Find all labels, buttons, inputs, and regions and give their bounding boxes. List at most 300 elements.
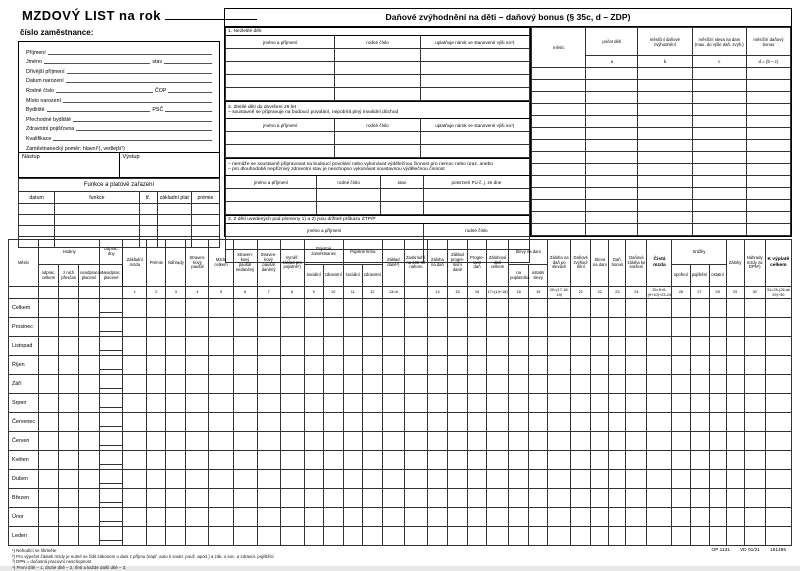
month-row (9, 318, 792, 337)
value-cell (726, 508, 744, 527)
empty-cell (532, 164, 586, 176)
value-cell (304, 375, 323, 394)
value-cell (672, 318, 690, 337)
value-cell (548, 508, 571, 527)
value-cell (257, 375, 280, 394)
value-cell (744, 489, 765, 508)
month-label: Celkem (9, 299, 39, 318)
empty-cell (746, 68, 790, 80)
days-split-cell (100, 432, 123, 451)
empty-cell (638, 200, 692, 212)
empty-row (19, 237, 220, 248)
value-cell (726, 318, 744, 337)
mini-rows (532, 68, 791, 236)
value-cell (233, 470, 257, 489)
value-cell (690, 337, 709, 356)
empty-row (19, 226, 220, 237)
value-cell (123, 299, 147, 318)
value-cell (765, 375, 791, 394)
value-cell (548, 375, 571, 394)
month-label: Únor (9, 508, 39, 527)
blank-line (53, 139, 212, 141)
col-sleva-na-dani: Sleva na dani (591, 240, 609, 287)
empty-cell (746, 104, 790, 116)
value-cell (468, 356, 487, 375)
value-cell (468, 394, 487, 413)
value-cell (726, 489, 744, 508)
value-cell (123, 375, 147, 394)
empty-row (532, 200, 791, 212)
mini-col-sleva: měsíční sleva na dani (max. do výše daň. zvýh.) (692, 28, 746, 56)
value-cell (427, 470, 447, 489)
value-cell (548, 337, 571, 356)
mini-letter-a: a (586, 56, 638, 68)
value-cell (147, 394, 166, 413)
blank-line (56, 91, 153, 93)
value-cell (427, 413, 447, 432)
value-cell (468, 375, 487, 394)
value-cell (571, 470, 591, 489)
value-cell (571, 375, 591, 394)
blank-line (48, 53, 212, 55)
value-cell (209, 432, 233, 451)
empty-cell (638, 80, 692, 92)
empty-cell (381, 202, 424, 215)
value-cell (209, 413, 233, 432)
value-cell (487, 432, 509, 451)
value-cell (548, 470, 571, 489)
days-split-top (100, 360, 122, 370)
value-cell (166, 508, 186, 527)
value-cell (765, 337, 791, 356)
hours-cell (39, 527, 59, 546)
value-cell (709, 489, 726, 508)
value-cell (123, 489, 147, 508)
value-cell (280, 527, 304, 546)
col-zalohova-dan-celkem: Zálohová daň celkem (487, 240, 509, 287)
hours-cell (59, 432, 79, 451)
value-cell (166, 337, 186, 356)
empty-cell (746, 152, 790, 164)
value-cell (609, 394, 626, 413)
month-row (9, 470, 792, 489)
col-odprac-dny: Odprac. dny (100, 240, 123, 265)
value-cell (362, 375, 382, 394)
value-cell (186, 337, 209, 356)
num-cell: 6 (233, 287, 257, 299)
section-2-label: 2. Zletilé děti do dovršení 26 let – soustavně se připravuje na budoucí povolání, nepobírá plný invalidní důchod (226, 102, 530, 119)
value-cell (186, 299, 209, 318)
month-label: Září (9, 375, 39, 394)
value-cell (362, 299, 382, 318)
col-jmeno-prijmeni: jméno a příjmení (226, 119, 335, 132)
value-cell (571, 489, 591, 508)
month-label: Duben (9, 470, 39, 489)
value-cell (323, 413, 343, 432)
empty-cell (586, 176, 638, 188)
value-cell (447, 451, 467, 470)
empty-cell (586, 80, 638, 92)
value-cell (765, 508, 791, 527)
mini-letter-c: c (692, 56, 746, 68)
month-row (9, 527, 792, 546)
value-cell (647, 394, 672, 413)
empty-cell (226, 75, 335, 88)
empty-row (19, 204, 220, 215)
empty-row (532, 152, 791, 164)
num-cell: 8 (280, 287, 304, 299)
empty-cell (638, 116, 692, 128)
value-cell (529, 432, 548, 451)
hours-cell (39, 318, 59, 337)
value-cell (744, 356, 765, 375)
num-cell: 29 (726, 287, 744, 299)
value-cell (709, 470, 726, 489)
value-cell (765, 394, 791, 413)
empty-cell (586, 128, 638, 140)
mini-col-zvyhodneni: měsíční daňové zvýhodnění (638, 28, 692, 56)
footnote-1: ¹) Nehodící se škrtněte (12, 548, 57, 553)
empty-cell (157, 237, 191, 248)
empty-cell (157, 215, 191, 226)
value-cell (468, 432, 487, 451)
value-cell (233, 527, 257, 546)
num-cell: 17=(14+16) (487, 287, 509, 299)
value-cell (765, 356, 791, 375)
value-cell (186, 318, 209, 337)
value-cell (404, 527, 427, 546)
value-cell (362, 413, 382, 432)
value-cell (233, 299, 257, 318)
value-cell (280, 432, 304, 451)
mini-col-mesic: měsíc (532, 28, 586, 68)
value-cell (609, 356, 626, 375)
field-datum-narozeni: Datum narození (26, 75, 214, 85)
value-cell (672, 299, 690, 318)
num-cell: 20=(17-18-19) (549, 287, 569, 297)
empty-cell (381, 189, 424, 202)
hours-cell (39, 508, 59, 527)
hours-cell (79, 451, 100, 470)
empty-cell (532, 200, 586, 212)
days-split-cell (100, 356, 123, 375)
value-cell (186, 470, 209, 489)
section-1-nezletile-deti (225, 27, 530, 101)
field-kvalifikace: Kvalifikace (26, 132, 214, 142)
value-cell (548, 527, 571, 546)
month-row (9, 394, 792, 413)
empty-cell (638, 68, 692, 80)
empty-cell (692, 152, 746, 164)
value-cell (690, 394, 709, 413)
days-split-top (100, 379, 122, 389)
empty-cell (586, 212, 638, 224)
value-cell (427, 527, 447, 546)
value-cell (343, 337, 362, 356)
value-cell (166, 375, 186, 394)
empty-cell (746, 212, 790, 224)
value-cell (468, 489, 487, 508)
value-cell (323, 337, 343, 356)
value-cell (647, 356, 672, 375)
blank-line (67, 72, 212, 74)
value-cell (744, 508, 765, 527)
value-cell (690, 318, 709, 337)
empty-cell (420, 88, 529, 101)
value-cell (427, 451, 447, 470)
num-cell: 14 (427, 287, 447, 299)
value-cell (591, 337, 609, 356)
value-cell (257, 413, 280, 432)
col-mzda-celkem: Mzda celkem (209, 240, 233, 287)
value-cell (487, 470, 509, 489)
col-jmeno-prijmeni: jméno a příjmení (226, 224, 424, 237)
value-cell (447, 356, 467, 375)
value-cell (147, 489, 166, 508)
footer (12, 548, 792, 571)
col-ostatni: ostatní (709, 265, 726, 287)
section-2b-nemuze-se-pripravovat (225, 158, 530, 215)
value-cell (123, 356, 147, 375)
funkce-table (18, 178, 220, 248)
value-cell (280, 375, 304, 394)
value-cell (509, 489, 529, 508)
empty-cell (139, 215, 157, 226)
value-cell (726, 432, 744, 451)
value-cell (468, 413, 487, 432)
empty-cell (335, 88, 420, 101)
month-row (9, 375, 792, 394)
blank-line (165, 110, 212, 112)
value-cell (571, 337, 591, 356)
value-cell (343, 394, 362, 413)
value-cell (304, 470, 323, 489)
value-cell (209, 356, 233, 375)
col-zaloha-po-slevach: Záloha na daň po slevách (548, 240, 571, 287)
hours-cell (79, 413, 100, 432)
value-cell (529, 413, 548, 432)
value-cell (647, 432, 672, 451)
value-cell (609, 489, 626, 508)
days-split-cell (100, 299, 123, 318)
value-cell (427, 432, 447, 451)
empty-cell (692, 104, 746, 116)
value-cell (304, 394, 323, 413)
value-cell (362, 356, 382, 375)
value-cell (304, 432, 323, 451)
value-cell (447, 413, 467, 432)
value-cell (548, 356, 571, 375)
empty-cell (423, 189, 529, 202)
empty-cell (157, 204, 191, 215)
col-sporeni: spoření (672, 265, 690, 287)
value-cell (323, 356, 343, 375)
col-uplatnuje-narok: uplatňuje nárok ve stanovené výši na⁴) (420, 119, 529, 132)
num-cell: 18 (509, 287, 529, 299)
value-cell (166, 470, 186, 489)
col-progresivni-dan: Progre- sivní daň (468, 240, 487, 287)
num-cell: 2 (147, 287, 166, 299)
value-cell (233, 508, 257, 527)
value-cell (323, 489, 343, 508)
num-cell: 4 (186, 287, 209, 299)
value-cell (548, 394, 571, 413)
value-cell (323, 375, 343, 394)
col-cista-mzda: Čistá mzda (647, 240, 672, 287)
value-cell (147, 451, 166, 470)
hours-cell (79, 356, 100, 375)
empty-cell (532, 212, 586, 224)
col-dan-bonus: Daň. bonus (609, 240, 626, 287)
col-mesic: Měsíc (9, 240, 39, 287)
value-cell (626, 508, 647, 527)
value-cell (186, 432, 209, 451)
value-cell (529, 489, 548, 508)
empty-cell (157, 226, 191, 237)
value-cell (672, 356, 690, 375)
value-cell (487, 337, 509, 356)
hours-cell (79, 299, 100, 318)
group-srazky: Srážky (672, 240, 726, 265)
value-cell (343, 508, 362, 527)
funkce-title: Funkce a platové zařazení (19, 179, 220, 192)
value-cell (548, 451, 571, 470)
value-cell (343, 451, 362, 470)
value-cell (709, 527, 726, 546)
value-cell (548, 299, 571, 318)
col-socialni-zam: sociální (304, 265, 323, 287)
empty-cell (423, 202, 529, 215)
num-cell: 13=8 (382, 287, 404, 299)
num-cell: 30 (744, 287, 765, 299)
value-cell (744, 394, 765, 413)
days-split-cell (100, 489, 123, 508)
value-cell (672, 451, 690, 470)
footnote-4: ⁴) První dítě – 1, druhé dítě – 2, třetí a každé další dítě – 3. (12, 565, 127, 571)
blank-line (44, 62, 150, 64)
empty-cell (532, 116, 586, 128)
value-cell (509, 394, 529, 413)
empty-cell (638, 212, 692, 224)
empty-row (532, 212, 791, 224)
col-danove-zvyhodneni: Daňové zvýhod- nění (571, 240, 591, 287)
value-cell (744, 527, 765, 546)
col-neodpracov-placene: neodpracov. placené (79, 265, 100, 287)
value-cell (382, 318, 404, 337)
value-cell (186, 508, 209, 527)
value-cell (626, 470, 647, 489)
hours-cell (39, 470, 59, 489)
value-cell (209, 508, 233, 527)
empty-cell (532, 104, 586, 116)
empty-cell (335, 49, 420, 62)
value-cell (257, 394, 280, 413)
value-cell (626, 489, 647, 508)
mini-col-bonus: měsíční daňový bonus (746, 28, 790, 56)
value-cell (529, 394, 548, 413)
value-cell (690, 375, 709, 394)
empty-cell (586, 224, 638, 236)
value-cell (626, 432, 647, 451)
monthly-bonus-table-wrap (531, 27, 791, 236)
value-cell (709, 299, 726, 318)
value-cell (744, 318, 765, 337)
page-title-text: MZDOVÝ LIST na rok (22, 8, 162, 23)
value-cell (468, 318, 487, 337)
value-cell (609, 318, 626, 337)
col-potvrzeni-fu: potvrzení FÚ č. j. ze dne (423, 176, 529, 189)
value-cell (343, 527, 362, 546)
empty-cell (55, 215, 139, 226)
value-cell (233, 432, 257, 451)
value-cell (690, 432, 709, 451)
value-cell (529, 356, 548, 375)
value-cell (709, 432, 726, 451)
field-drivejsi-prijmeni: Dřívější příjmení (26, 65, 214, 75)
col-jmeno-prijmeni: jméno a příjmení (226, 36, 335, 49)
monthly-bonus-table (531, 27, 791, 236)
value-cell (404, 451, 427, 470)
field-jmeno-stav: Jméno stav (26, 56, 214, 66)
col-zdravotni-zam: zdravotní (323, 265, 343, 287)
value-cell (765, 318, 791, 337)
month-label: Srpen (9, 394, 39, 413)
value-cell (591, 451, 609, 470)
value-cell (427, 375, 447, 394)
hours-cell (39, 356, 59, 375)
total-row (9, 299, 792, 318)
value-cell (362, 470, 382, 489)
empty-cell (226, 132, 335, 145)
hours-cell (39, 432, 59, 451)
value-cell (468, 527, 487, 546)
value-cell (765, 432, 791, 451)
empty-cell (586, 68, 638, 80)
empty-row (226, 88, 530, 101)
month-label: Leden (9, 527, 39, 546)
col-z-nich-prescas: z nich přesčas (59, 265, 79, 287)
value-cell (672, 413, 690, 432)
personal-info-box (18, 41, 220, 153)
days-split-top (100, 398, 122, 408)
value-cell (166, 527, 186, 546)
empty-cell (420, 132, 529, 145)
month-label: Březen (9, 489, 39, 508)
days-split-cell (100, 413, 123, 432)
value-cell (257, 356, 280, 375)
value-cell (362, 527, 382, 546)
value-cell (726, 375, 744, 394)
value-cell (447, 299, 467, 318)
hours-cell (59, 508, 79, 527)
value-cell (362, 337, 382, 356)
empty-cell (532, 176, 586, 188)
value-cell (468, 470, 487, 489)
value-cell (257, 337, 280, 356)
value-cell (343, 432, 362, 451)
empty-cell (532, 188, 586, 200)
value-cell (323, 394, 343, 413)
num-cell (9, 287, 39, 299)
num-cell: 9 (304, 287, 323, 299)
value-cell (647, 337, 672, 356)
empty-cell (638, 128, 692, 140)
value-cell (509, 508, 529, 527)
empty-cell (586, 152, 638, 164)
col-nahrady-mzdy-dpn: Náhrady mzdy za DPN³) (744, 240, 765, 287)
value-cell (186, 527, 209, 546)
empty-cell (746, 128, 790, 140)
